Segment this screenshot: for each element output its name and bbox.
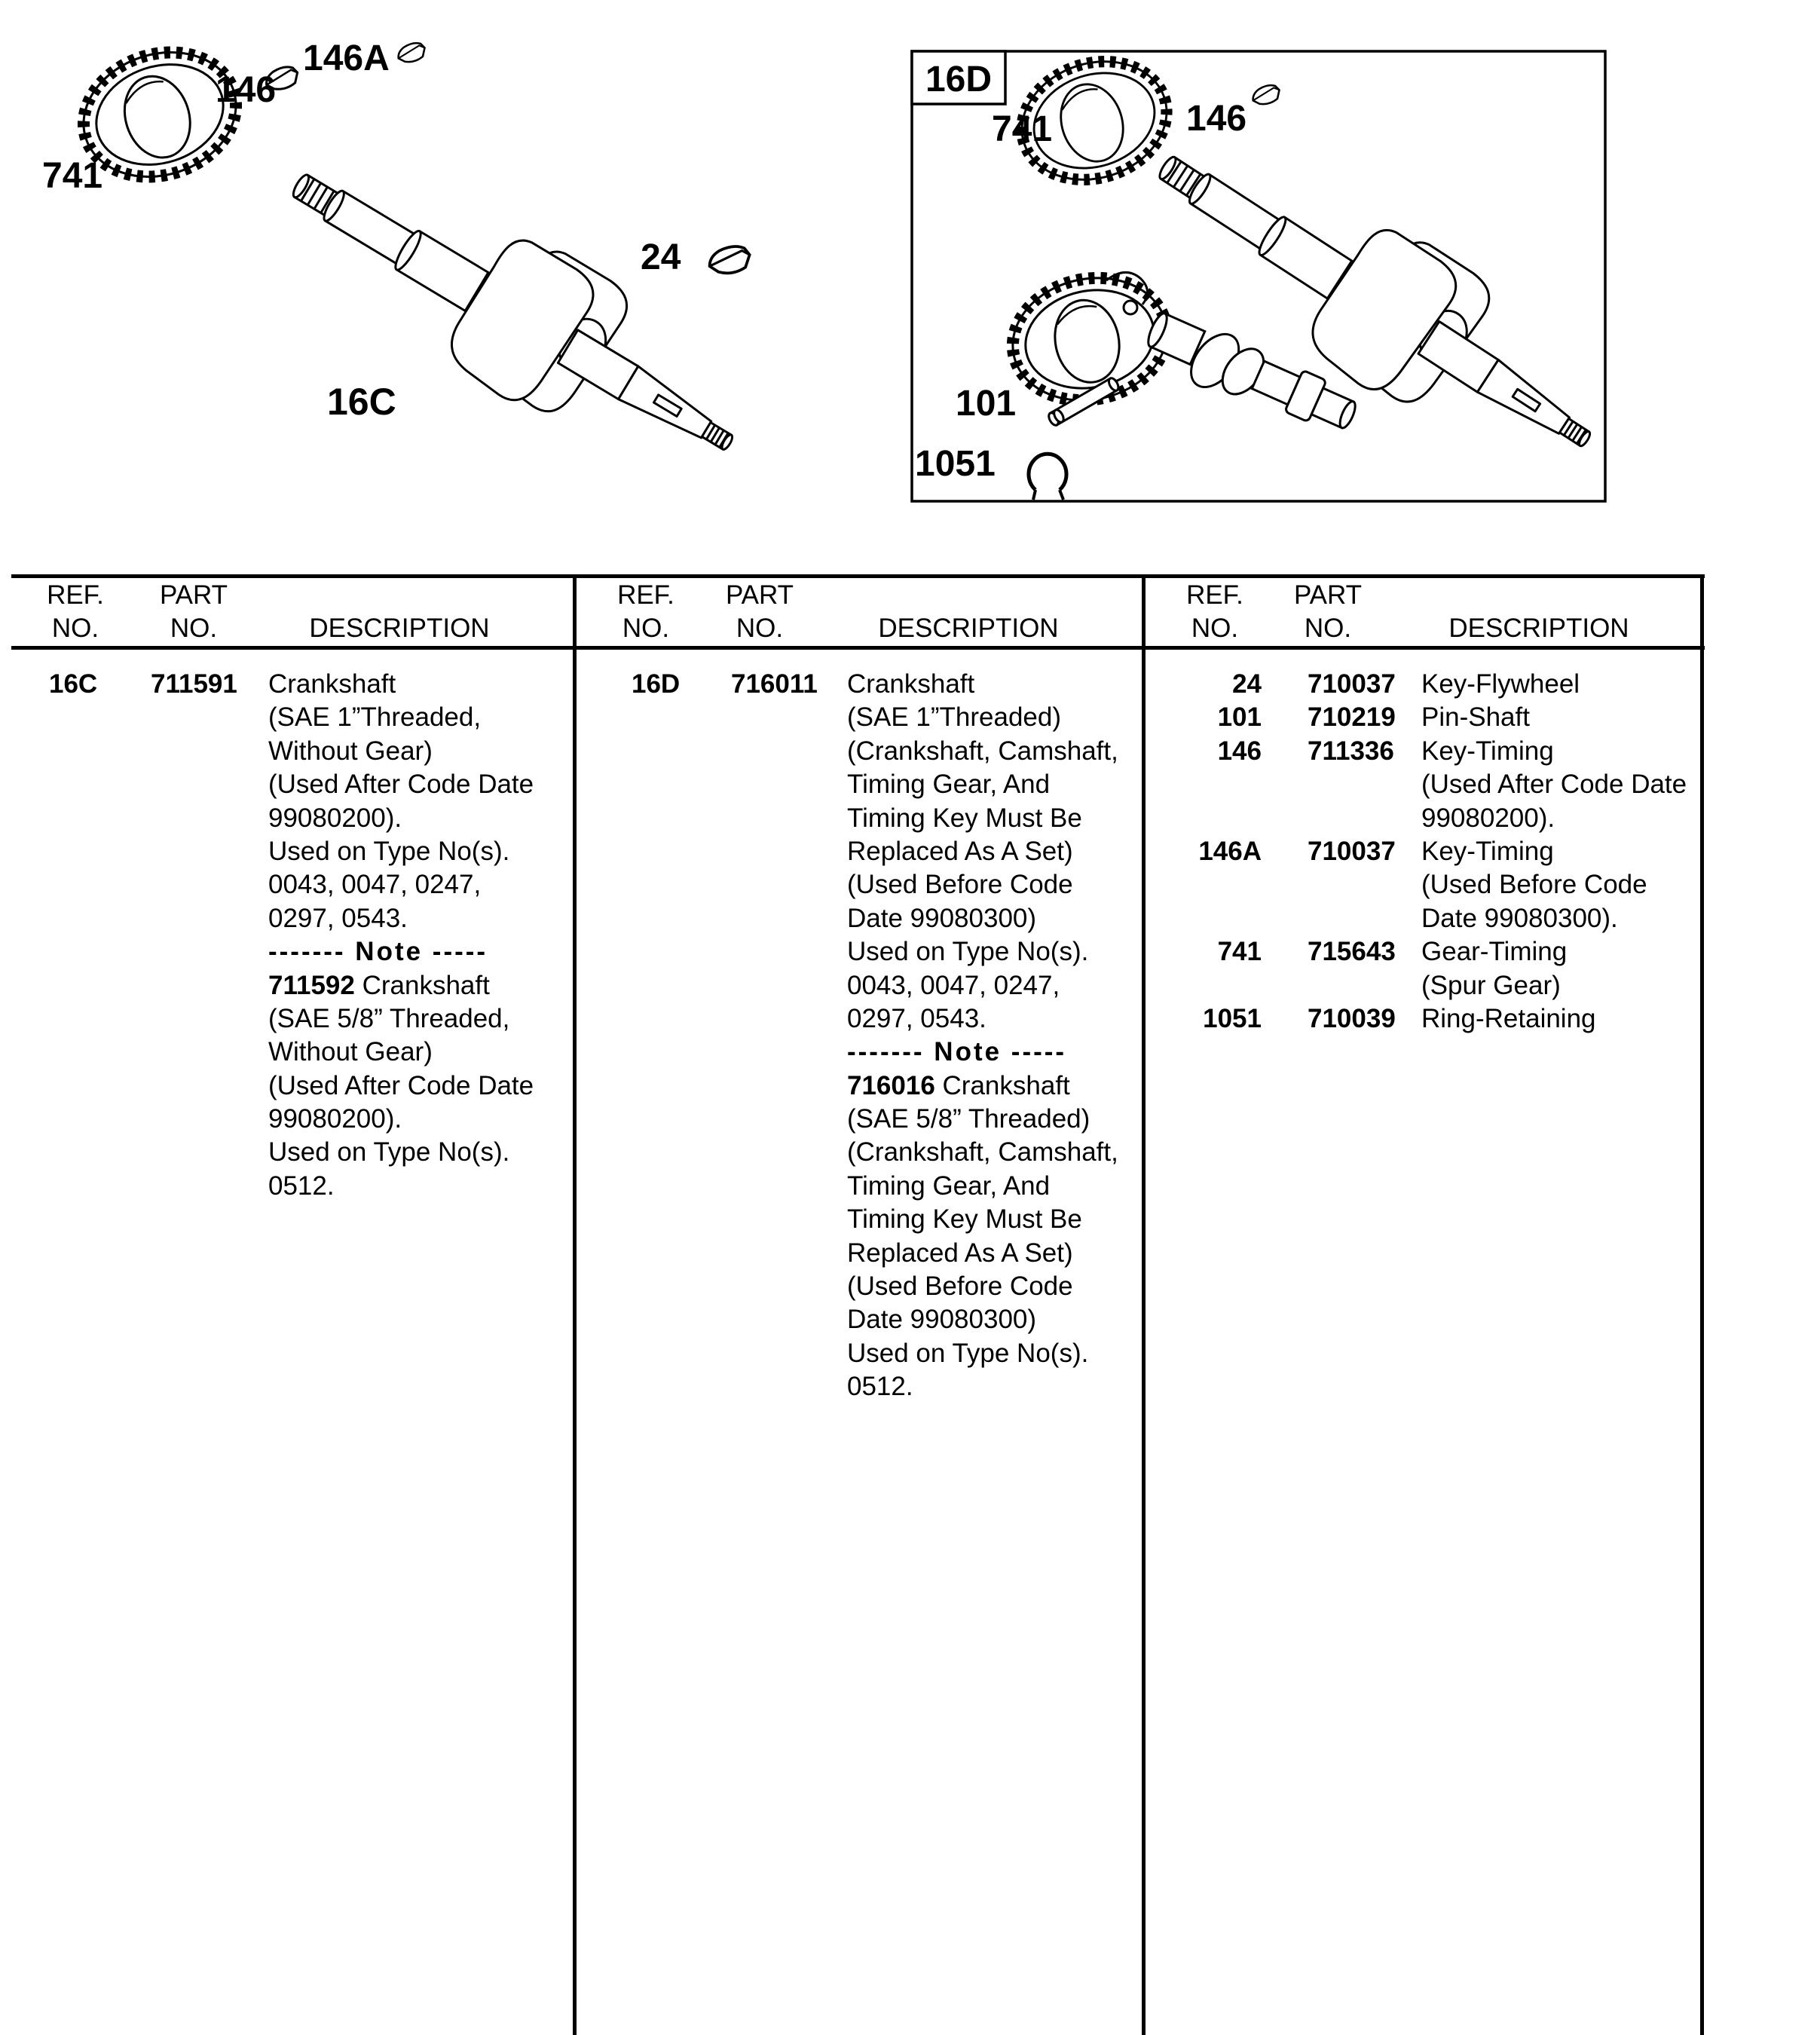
table-row xyxy=(1143,768,1702,801)
table-row xyxy=(574,1070,1143,1103)
table-row xyxy=(574,735,1143,768)
table-row xyxy=(1143,802,1702,835)
table-row xyxy=(574,1237,1143,1270)
retaining-ring-icon xyxy=(1029,454,1066,500)
ref-no: 16D xyxy=(632,669,681,699)
col2-desc-header: DESCRIPTION xyxy=(878,614,1059,643)
table-row xyxy=(574,1136,1143,1169)
table-row xyxy=(1143,735,1702,768)
timing-key-a-icon xyxy=(396,40,428,66)
description-line: (Spur Gear) xyxy=(1421,970,1561,1000)
description-line: Crankshaft xyxy=(268,669,396,699)
description-line: Date 99080300) xyxy=(847,903,1037,933)
description-line: Without Gear) xyxy=(268,1037,433,1067)
table-row xyxy=(574,969,1143,1002)
callout-1051: 1051 xyxy=(915,444,996,484)
table-row xyxy=(574,835,1143,868)
table-row xyxy=(574,1170,1143,1203)
callout-146a: 146A xyxy=(303,38,390,78)
table-header-rule xyxy=(11,646,1705,650)
description-line: 716016 Crankshaft xyxy=(847,1070,1070,1100)
description-line: Gear-Timing xyxy=(1421,937,1568,967)
col2-part-header xyxy=(699,579,820,645)
table-row xyxy=(15,768,574,801)
table-row xyxy=(1143,668,1702,701)
description-line: (SAE 5/8” Threaded) xyxy=(847,1104,1090,1134)
col2-ref-header xyxy=(586,579,706,645)
description-line: (SAE 1”Threaded) xyxy=(847,702,1062,733)
ref-header-line2: NO. xyxy=(622,614,670,643)
note-divider: ------- Note ----- xyxy=(847,1037,1067,1067)
crankshaft-16c-icon xyxy=(258,117,770,510)
part-header-line2: NO. xyxy=(736,614,784,643)
table-row xyxy=(1143,935,1702,969)
part-header-line1: PART xyxy=(159,580,228,610)
description-line: Used on Type No(s). xyxy=(268,836,510,866)
part-no: 715643 xyxy=(1308,937,1396,967)
table-row xyxy=(574,1103,1143,1136)
description-line: Used on Type No(s). xyxy=(847,1338,1089,1368)
ref-no: 16C xyxy=(49,669,98,699)
col1-desc-header: DESCRIPTION xyxy=(309,614,490,643)
table-row xyxy=(574,1203,1143,1236)
table-row xyxy=(574,701,1143,734)
callout-101: 101 xyxy=(956,384,1017,424)
table-row xyxy=(1143,969,1702,1002)
description-line: Used on Type No(s). xyxy=(268,1137,510,1167)
part-header-line2: NO. xyxy=(1304,614,1352,643)
ref-no: 741 xyxy=(1217,937,1262,967)
description-line: Used on Type No(s). xyxy=(847,937,1089,967)
description-line: 0297, 0543. xyxy=(847,1003,986,1033)
description-line: Without Gear) xyxy=(268,736,433,766)
ref-no: 24 xyxy=(1232,669,1262,699)
table-row xyxy=(1143,701,1702,734)
description-line: Timing Key Must Be xyxy=(847,1204,1082,1235)
ref-no: 146 xyxy=(1217,736,1262,766)
table-row xyxy=(574,935,1143,969)
table-row xyxy=(574,802,1143,835)
callout-741-right: 741 xyxy=(992,109,1053,149)
part-no: 710037 xyxy=(1308,669,1396,699)
table-row xyxy=(15,668,574,701)
col1-ref-header xyxy=(15,579,136,645)
callout-24: 24 xyxy=(641,237,681,277)
description-line: (SAE 1”Threaded, xyxy=(268,702,482,733)
description-line: (Crankshaft, Camshaft, xyxy=(847,736,1118,766)
table-row xyxy=(574,1370,1143,1403)
table-row xyxy=(574,902,1143,935)
ref-header-line1: REF. xyxy=(1186,580,1243,610)
description-line: 711592 Crankshaft xyxy=(268,970,490,1000)
part-no: 711591 xyxy=(151,669,237,699)
part-no: 710039 xyxy=(1308,1003,1396,1033)
callout-146-right: 146 xyxy=(1186,99,1247,139)
ref-no: 101 xyxy=(1217,702,1262,733)
col3-ref-header xyxy=(1155,579,1275,645)
description-line: 99080200). xyxy=(268,1104,402,1134)
description-line: 0512. xyxy=(268,1171,335,1201)
table-row xyxy=(15,1070,574,1103)
description-line: Timing Gear, And xyxy=(847,770,1051,800)
description-line: (Crankshaft, Camshaft, xyxy=(847,1137,1118,1167)
table-row xyxy=(15,835,574,868)
description-line: Key-Timing xyxy=(1421,836,1554,866)
timing-key-icon-16d xyxy=(1250,82,1283,108)
description-line: Crankshaft xyxy=(847,669,975,699)
description-line: (Used Before Code xyxy=(847,1271,1073,1302)
col1-part-header xyxy=(133,579,254,645)
crankshaft-16d-icon xyxy=(1122,100,1630,505)
description-line: Date 99080300). xyxy=(1421,903,1618,933)
description-line: (Used Before Code xyxy=(1421,870,1647,900)
table-row xyxy=(574,768,1143,801)
description-line: (SAE 5/8” Threaded, xyxy=(268,1003,510,1033)
flywheel-key-icon xyxy=(707,243,753,277)
part-no: 710037 xyxy=(1308,836,1396,866)
parts-column-2 xyxy=(574,668,1143,1404)
description-line: 0043, 0047, 0247, xyxy=(847,970,1060,1000)
description-line: (Used After Code Date xyxy=(268,1070,534,1100)
part-header-line1: PART xyxy=(725,580,794,610)
table-row xyxy=(1143,835,1702,868)
description-line: Date 99080300) xyxy=(847,1305,1037,1335)
callout-146-left: 146 xyxy=(216,70,277,110)
callout-16c: 16C xyxy=(327,381,396,423)
callout-741-left: 741 xyxy=(42,156,103,196)
table-row xyxy=(574,1303,1143,1336)
ref-header-line2: NO. xyxy=(51,614,99,643)
description-line: Timing Gear, And xyxy=(847,1171,1051,1201)
description-line: (Used After Code Date xyxy=(268,770,534,800)
part-no: 710219 xyxy=(1308,702,1396,733)
description-line: Key-Timing xyxy=(1421,736,1554,766)
description-line: Replaced As A Set) xyxy=(847,1238,1073,1268)
description-line: 0043, 0047, 0247, xyxy=(268,870,482,900)
ref-header-line2: NO. xyxy=(1191,614,1239,643)
description-line: (Used Before Code xyxy=(847,870,1073,900)
description-line: 99080200). xyxy=(268,803,402,833)
table-row xyxy=(574,1036,1143,1069)
table-row xyxy=(15,868,574,901)
table-row xyxy=(15,1170,574,1203)
col3-desc-header: DESCRIPTION xyxy=(1448,614,1629,643)
table-row xyxy=(574,868,1143,901)
ref-header-line1: REF. xyxy=(47,580,104,610)
table-row xyxy=(15,1036,574,1069)
table-row xyxy=(1143,1002,1702,1036)
box-tag-16d: 16D xyxy=(925,60,993,99)
table-row xyxy=(1143,902,1702,935)
parts-column-1 xyxy=(15,668,574,1203)
description-line: Ring-Retaining xyxy=(1421,1003,1596,1033)
part-no: 716011 xyxy=(731,669,818,699)
table-row xyxy=(15,969,574,1002)
col3-part-header xyxy=(1268,579,1388,645)
table-row xyxy=(15,1136,574,1169)
cam-release-pivot-icon xyxy=(1124,301,1137,314)
table-row xyxy=(15,1103,574,1136)
table-row xyxy=(15,802,574,835)
parts-column-3 xyxy=(1143,668,1702,1036)
ref-header-line1: REF. xyxy=(617,580,674,610)
table-row xyxy=(15,1002,574,1036)
description-line: 0512. xyxy=(847,1372,913,1402)
table-row xyxy=(15,701,574,734)
table-row xyxy=(1143,868,1702,901)
table-top-rule xyxy=(11,574,1705,578)
description-line: 99080200). xyxy=(1421,803,1555,833)
table-row xyxy=(15,902,574,935)
table-row xyxy=(574,1337,1143,1370)
table-row xyxy=(15,735,574,768)
description-line: 0297, 0543. xyxy=(268,903,408,933)
description-line: (Used After Code Date xyxy=(1421,770,1687,800)
description-line: Pin-Shaft xyxy=(1421,702,1530,733)
part-no: 711336 xyxy=(1308,736,1394,766)
table-row xyxy=(15,935,574,969)
ref-no: 1051 xyxy=(1203,1003,1262,1033)
table-row xyxy=(574,1002,1143,1036)
description-line: Key-Flywheel xyxy=(1421,669,1580,699)
description-line: Timing Key Must Be xyxy=(847,803,1082,833)
table-row xyxy=(574,1270,1143,1303)
part-header-line2: NO. xyxy=(170,614,218,643)
ref-no: 146A xyxy=(1198,836,1262,866)
table-row xyxy=(574,668,1143,701)
note-divider: ------- Note ----- xyxy=(268,937,488,967)
description-line: Replaced As A Set) xyxy=(847,836,1073,866)
part-header-line1: PART xyxy=(1293,580,1363,610)
